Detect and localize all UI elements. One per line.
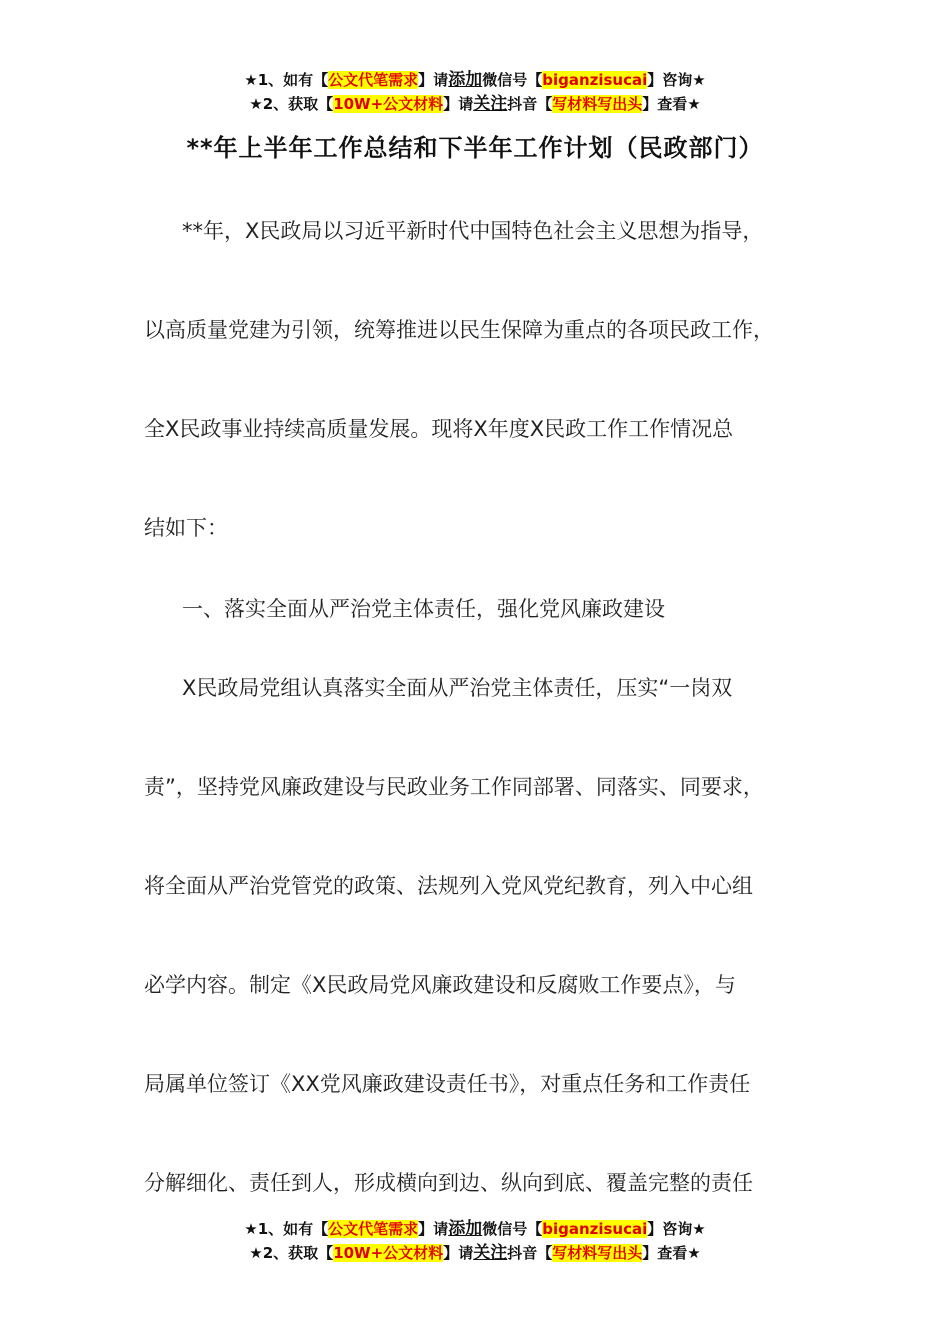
promo-banner-bottom (0, 1217, 950, 1265)
promo-line-2 (0, 1241, 950, 1265)
promo-highlight: 写材料写出头 (552, 95, 643, 113)
promo-highlight: 写材料写出头 (552, 1244, 643, 1262)
promo-highlight: 10W+公文材料 (333, 95, 444, 113)
promo-text: ★2、获取【 (249, 95, 334, 113)
promo-text: 】咨询★ (647, 1220, 706, 1238)
promo-text: 】请 (418, 1220, 449, 1238)
promo-text: 抖音【 (507, 1244, 553, 1262)
body-line: 结如下： (144, 516, 228, 540)
promo-emphasis: 添加 (448, 70, 483, 90)
promo-line-1 (0, 68, 950, 92)
section-heading: 一、落实全面从严治党主体责任，强化党风廉政建设 (182, 597, 665, 621)
promo-highlight: biganzisucai (542, 1220, 648, 1238)
promo-text: 抖音【 (507, 95, 553, 113)
promo-text: ★2、获取【 (249, 1244, 334, 1262)
promo-text: 微信号【 (482, 71, 543, 89)
promo-banner-top (0, 68, 950, 116)
body-line: 全X民政事业持续高质量发展。现将X年度X民政工作工作情况总 (144, 417, 734, 441)
promo-line-1 (0, 1217, 950, 1241)
body-line: 以高质量党建为引领，统筹推进以民生保障为重点的各项民政工作， (144, 318, 774, 342)
promo-emphasis: 添加 (448, 1219, 483, 1239)
document-title: **年上半年工作总结和下半年工作计划（民政部门） (186, 134, 764, 162)
promo-text: 】请 (443, 95, 474, 113)
promo-text: 】请 (418, 71, 449, 89)
body-line: X民政局党组认真落实全面从严治党主体责任，压实“一岗双 (182, 676, 733, 700)
body-line: 必学内容。制定《X民政局党风廉政建设和反腐败工作要点》，与 (144, 973, 736, 997)
promo-highlight: biganzisucai (542, 71, 648, 89)
promo-text: ★1、如有【 (244, 1220, 329, 1238)
promo-emphasis: 关注 (473, 94, 508, 114)
promo-text: 】查看★ (642, 95, 701, 113)
promo-line-2 (0, 92, 950, 116)
promo-text: ★1、如有【 (244, 71, 329, 89)
promo-highlight: 10W+公文材料 (333, 1244, 444, 1262)
promo-text: 】咨询★ (647, 71, 706, 89)
body-line: 分解细化、责任到人，形成横向到边、纵向到底、覆盖完整的责任 (144, 1171, 753, 1195)
body-line: 责”，坚持党风廉政建设与民政业务工作同部署、同落实、同要求， (144, 775, 764, 799)
promo-text: 微信号【 (482, 1220, 543, 1238)
promo-emphasis: 关注 (473, 1243, 508, 1263)
promo-highlight: 公文代笔需求 (328, 1220, 419, 1238)
promo-highlight: 公文代笔需求 (328, 71, 419, 89)
body-line: 将全面从严治党管党的政策、法规列入党风党纪教育，列入中心组 (144, 874, 753, 898)
body-line: 局属单位签订《XX党风廉政建设责任书》，对重点任务和工作责任 (144, 1072, 751, 1096)
promo-text: 】请 (443, 1244, 474, 1262)
body-line: **年，X民政局以习近平新时代中国特色社会主义思想为指导， (182, 219, 764, 243)
promo-text: 】查看★ (642, 1244, 701, 1262)
